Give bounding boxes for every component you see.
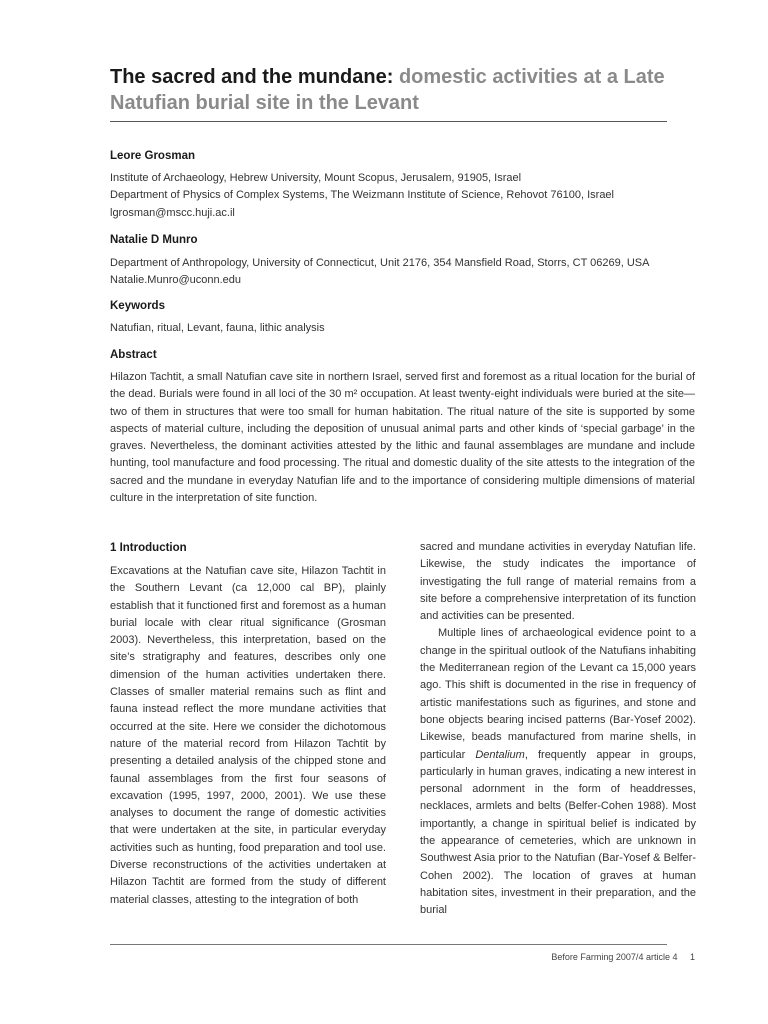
abstract-text: Hilazon Tachtit, a small Natufian cave site in northern Israel, served first and foremost as a ritual location for the burial of the dead. Burials were found in all loci of the 30 m² occupation. At least twenty-eight individuals were buried at the site—two of them in structures that were too small for human habitation. The ritual nature of the site is supported by some aspects of material culture, including the deposition of unusual animal parts and other kinds of ‘special garbage’ in the graves. Nevertheless, the dominant activities attested by the lithic and faunal assemblages are mundane and include hunting, tool manufacture and food processing. The ritual and domestic duality of the site attests to the integration of the sacred and the mundane in everyday Natufian life and to the importance of considering multiple dimensions of material culture in the interpretation of site function. [110, 371, 695, 505]
footer-divider [110, 944, 667, 945]
author-1-email[interactable]: lgrosman@mscc.huji.ac.il [110, 207, 235, 219]
page-number: 1 [689, 952, 695, 962]
paragraph-2-text-b: , frequently appear in groups, particularly in human graves, indicating a new interest in personal adornment in the form of headdresses, necklaces, armlets and belts (Belfer-Cohen 1988). Most importantly, a change in spiritual belief is indicated by the appearance of cemeteries, which are unknown in Southwest Asia prior to the Natufian (Bar-Yosef & Belfer-Cohen 2002). The location of graves at human habitation sites, investment in their preparation, and the burial [420, 748, 696, 917]
page-footer [547, 952, 695, 962]
author-1-affiliation-1: Institute of Archaeology, Hebrew University, Mount Scopus, Jerusalem, 91905, Israel [110, 172, 522, 184]
abstract-heading: Abstract [110, 349, 157, 361]
intro-left-column [110, 563, 386, 909]
title-subtitle-1: domestic activities at a Late [398, 66, 665, 88]
author-2-affiliation-1: Department of Anthropology, University of Connecticut, Unit 2176, 354 Mansfield Road, Storrs, CT 06269, USA [110, 257, 650, 269]
title-subtitle-2: Natufian burial site in the Levant [110, 92, 419, 114]
intro-right-paragraph-1: sacred and mundane activities in everyday Natufian life. Likewise, the study indicates the importance of investigating the full range of material remains from a site before a comprehensive interpretation of its function and activities can be presented. [420, 541, 696, 623]
intro-right-paragraph-2 [420, 625, 696, 919]
title-main: The sacred and the mundane: [110, 66, 399, 88]
keywords-heading: Keywords [110, 300, 165, 312]
author-1-affiliation-2: Department of Physics of Complex Systems, The Weizmann Institute of Science, Rehovot 76100, Israel [110, 189, 614, 201]
intro-heading: 1 Introduction [110, 542, 187, 554]
keywords-text: Natufian, ritual, Levant, fauna, lithic analysis [110, 322, 325, 334]
title-divider [110, 121, 667, 122]
footer-journal: Before Farming 2007/4 article 4 [551, 952, 678, 962]
paragraph-2-text-a: Multiple lines of archaeological evidence point to a change in the spiritual outlook of the Natufians inhabiting the Mediterranean region of the Levant ca 15,000 years ago. This shift is documented in the rise in frequency of artistic manifestations such as figurines, and stone and bone objects bearing incised patterns (Bar-Yosef 2002). Likewise, beads manufactured from marine shells, in particular [420, 627, 696, 761]
article-title [110, 64, 710, 116]
intro-right-column [420, 539, 696, 920]
intro-left-paragraph: Excavations at the Natufian cave site, Hilazon Tachtit in the Southern Levant (ca 12,000 cal BP), plainly establish that it functioned first and foremost as a human burial locale with clear ritual significance (Grosman 2003). Nevertheless, this interpretation, based on the site’s stratigraphy and features, describes only one dimension of the human activities undertaken there. Classes of smaller material remains such as flint and fauna instead reflect the more mundane activities that occurred at the site. Here we consider the dichotomous nature of the material record from Hilazon Tachtit by presenting a detailed analysis of the chipped stone and faunal assemblages from the first four seasons of excavation (1995, 1997, 2000, 2001). We use these analyses to document the range of domestic activities that were undertaken at the site, in particular everyday activities such as hunting, food preparation and tool use. Diverse reconstructions of the activities undertaken at Hilazon Tachtit are formed from the study of different material classes, attesting to the integration of both [110, 565, 386, 906]
dentalium-term: Dentalium [475, 748, 525, 761]
author-name-2: Natalie D Munro [110, 234, 198, 246]
author-2-email[interactable]: Natalie.Munro@uconn.edu [110, 274, 242, 286]
author-name-1: Leore Grosman [110, 150, 195, 162]
